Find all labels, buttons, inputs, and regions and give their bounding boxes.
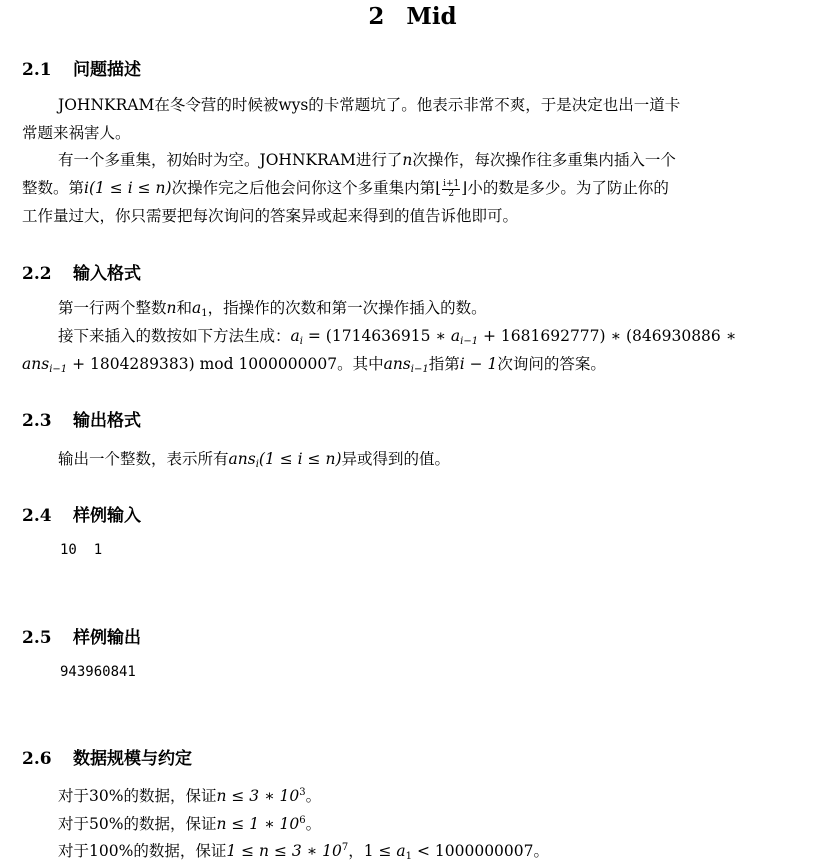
chapter-number: 2 (368, 3, 385, 30)
limit-line-30: 对于30%的数据，保证n ≤ 3 ∗ $10^3$。 (58, 787, 322, 805)
desc-line-4: 整数。第i(1 ≤ i ≤ n)次操作完之后他会问你这个多重集内第⌊ $\frac{i+1}{2}$ ⌋小的数是多少。为了防止你的 (22, 178, 669, 199)
section-heading-sample-output: 2.5 样例输出 (22, 628, 141, 648)
sample-output-text: 943960841 (60, 664, 136, 680)
section-heading-output: 2.3 输出格式 (22, 411, 141, 431)
floor-fraction: $\frac{i+1}{2}$ (443, 178, 460, 199)
desc-line-1: JOHNKRAM在冬令营的时候被wys的卡常题坑了。他表示非常不爽，于是决定也出一道卡 (58, 96, 681, 114)
limit-line-50: 对于50%的数据，保证n ≤ 1 ∗ $10^6$。 (58, 815, 322, 833)
desc-line-2: 常题来祸害人。 (22, 124, 131, 142)
output-line: 输出一个整数，表示所有ans$_i$(1 ≤ i ≤ n)异或得到的值。 (58, 450, 451, 470)
section-heading-sample-input: 2.4 样例输入 (22, 506, 141, 526)
sample-input-text: 10 1 (60, 542, 103, 558)
desc-line-5: 工作量过大，你只需要把每次询问的答案异或起来得到的值告诉他即可。 (22, 207, 519, 225)
input-line-1: 第一行两个整数n和$a_1$，指操作的次数和第一次操作插入的数。 (58, 299, 487, 319)
desc-line-3: 有一个多重集，初始时为空。JOHNKRAM进行了n次操作，每次操作往多重集内插入一个 (58, 151, 676, 169)
section-heading-input: 2.2 输入格式 (22, 264, 141, 284)
section-heading-limits: 2.6 数据规模与约定 (22, 749, 192, 769)
input-line-3: ans$_{i-1}$ + 1804289383) mod 1000000007。其中ans$_{i-1}$指第i − 1次询问的答案。 (22, 355, 606, 375)
chapter-title (0, 3, 825, 30)
limit-line-100: 对于100%的数据，保证1 ≤ n ≤ 3 ∗ $10^7$，$1 \le a_1 < 1000000007$。 (58, 842, 550, 862)
input-line-2: 接下来插入的数按如下方法生成：$a_i = (1714636915$ ∗ $a_{i-1} + 1681692777$) ∗ (846930886 ∗ (58, 327, 737, 347)
section-heading-description: 2.1 问题描述 (22, 60, 141, 80)
chapter-name: Mid (406, 3, 457, 30)
